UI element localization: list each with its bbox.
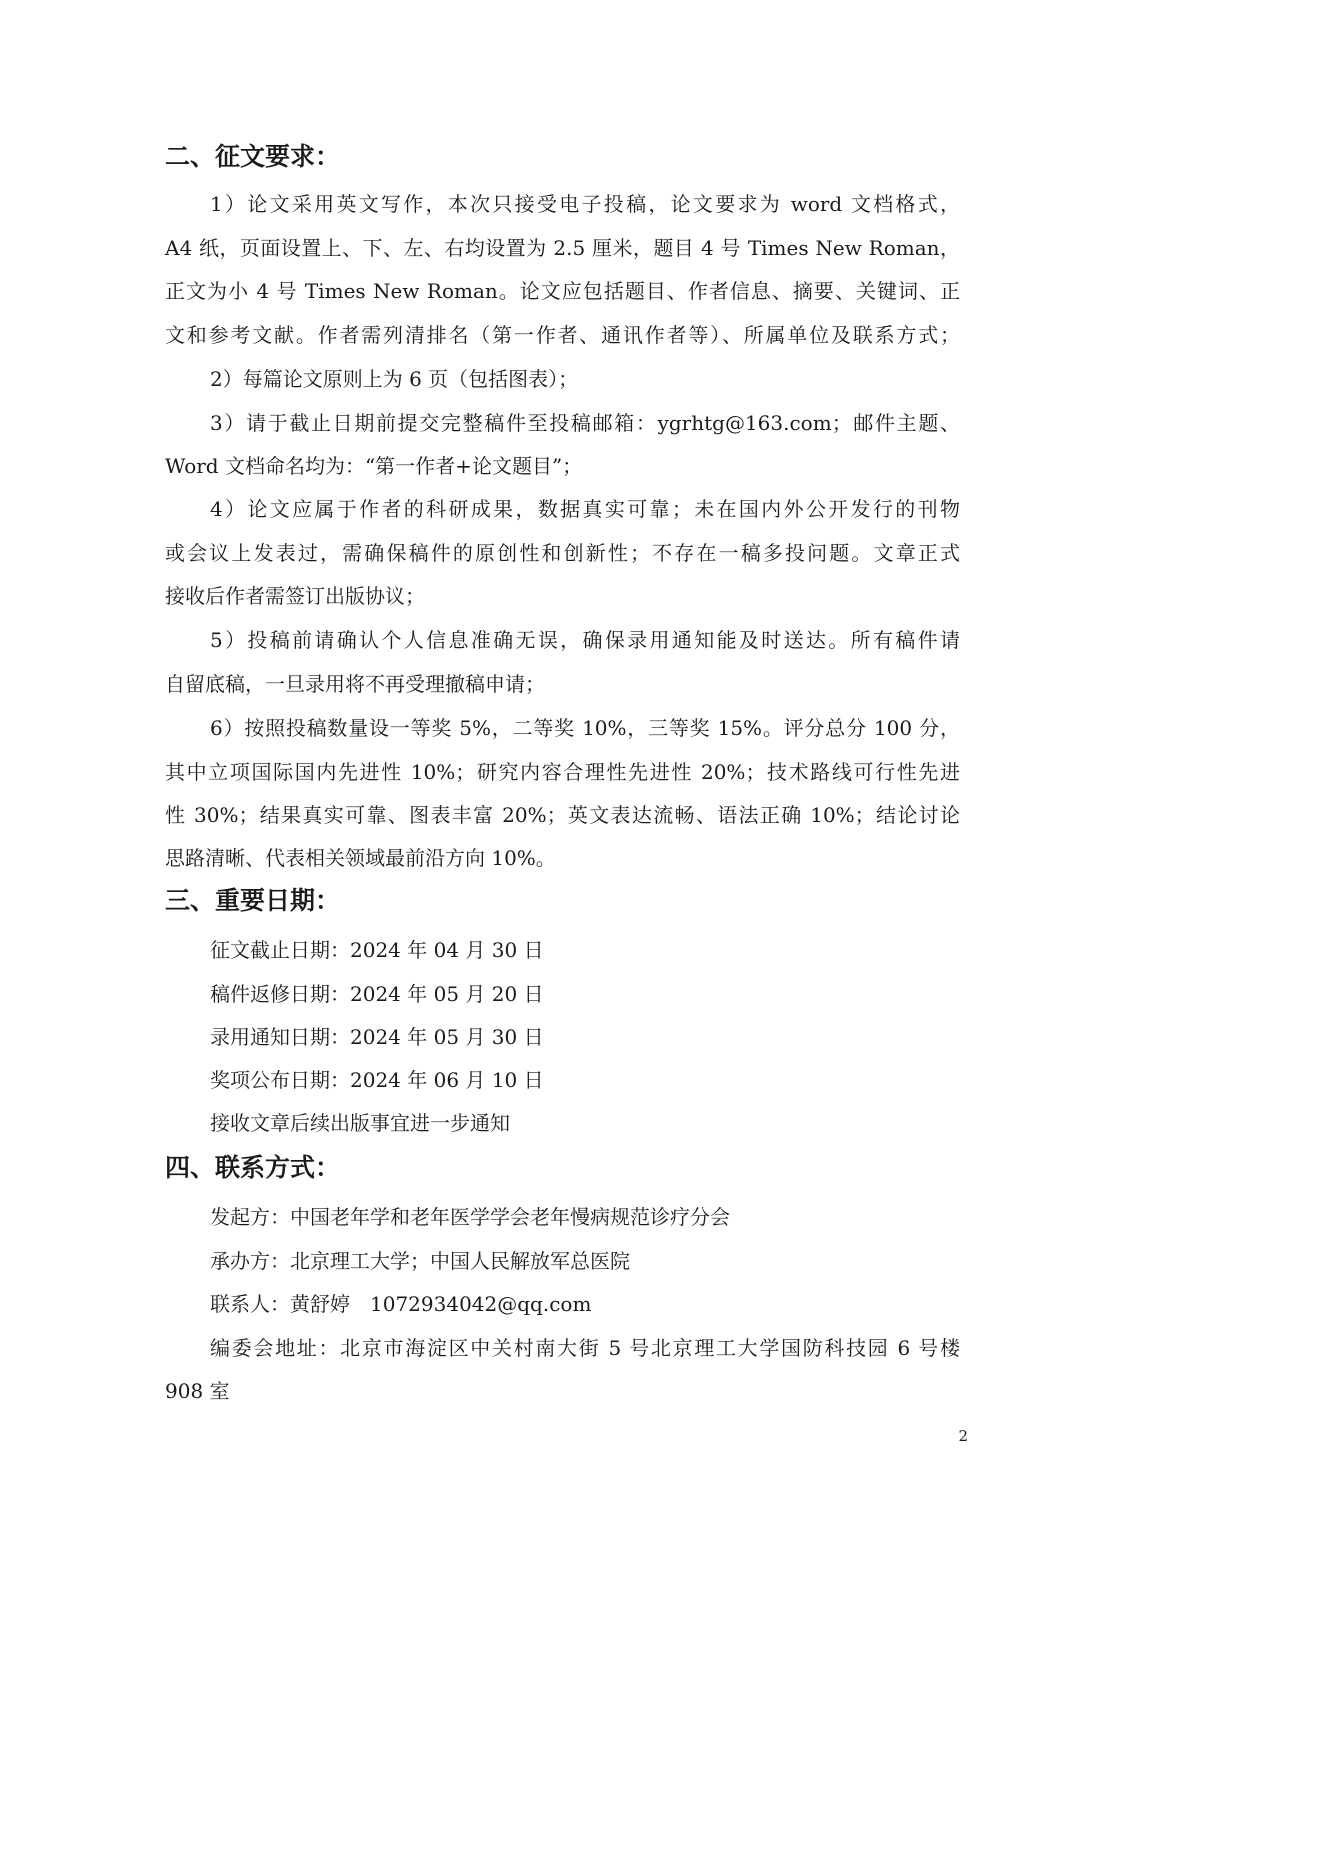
requirements-line: 6）按照投稿数量设一等奖 5%，二等奖 10%，三等奖 15%。评分总分 100 分，	[210, 716, 960, 740]
date-line: 征文截止日期：2024 年 04 月 30 日	[210, 938, 544, 962]
contact-line: 承办方：北京理工大学；中国人民解放军总医院	[210, 1249, 630, 1273]
contact-line: 联系人：黄舒婷 1072934042@qq.com	[210, 1292, 592, 1316]
requirements-line: 5）投稿前请确认个人信息准确无误，确保录用通知能及时送达。所有稿件请	[210, 628, 960, 652]
requirements-line: 自留底稿，一旦录用将不再受理撤稿申请；	[165, 672, 545, 696]
date-line: 奖项公布日期：2024 年 06 月 10 日	[210, 1068, 544, 1092]
contact-line: 908 室	[165, 1379, 230, 1403]
section-heading-contact: 四、联系方式：	[165, 1153, 341, 1182]
requirements-line: 2）每篇论文原则上为 6 页（包括图表）；	[210, 367, 579, 391]
requirements-line: 思路清晰、代表相关领域最前沿方向 10%。	[165, 846, 556, 870]
requirements-line: 4）论文应属于作者的科研成果，数据真实可靠；未在国内外公开发行的刊物	[210, 497, 960, 521]
requirements-line: 性 30%；结果真实可靠、图表丰富 20%；英文表达流畅、语法正确 10%；结论讨论	[165, 803, 960, 827]
requirements-line: 3）请于截止日期前提交完整稿件至投稿邮箱：ygrhtg@163.com；邮件主题、	[210, 411, 960, 435]
requirements-line: Word 文档命名均为：“第一作者+论文题目”；	[165, 454, 583, 478]
contact-line: 编委会地址：北京市海淀区中关村南大街 5 号北京理工大学国防科技园 6 号楼	[210, 1336, 960, 1360]
requirements-line: 或会议上发表过，需确保稿件的原创性和创新性；不存在一稿多投问题。文章正式	[165, 541, 960, 565]
requirements-line: 正文为小 4 号 Times New Roman。论文应包括题目、作者信息、摘要、关键词、正	[165, 279, 960, 303]
date-line: 录用通知日期：2024 年 05 月 30 日	[210, 1025, 544, 1049]
requirements-line: 接收后作者需签订出版协议；	[165, 584, 425, 608]
requirements-line: 文和参考文献。作者需列清排名（第一作者、通讯作者等）、所属单位及联系方式；	[165, 323, 960, 347]
requirements-line: 1）论文采用英文写作，本次只接受电子投稿，论文要求为 word 文档格式，	[210, 192, 960, 216]
page-number: 2	[958, 1427, 968, 1445]
section-heading-requirements: 二、征文要求：	[165, 142, 341, 171]
requirements-line: A4 纸，页面设置上、下、左、右均设置为 2.5 厘米，题目 4 号 Times New Roman，	[165, 236, 960, 260]
date-line: 稿件返修日期：2024 年 05 月 20 日	[210, 982, 544, 1006]
date-line: 接收文章后续出版事宜进一步通知	[210, 1111, 510, 1135]
section-heading-dates: 三、重要日期：	[165, 886, 341, 915]
requirements-line: 其中立项国际国内先进性 10%；研究内容合理性先进性 20%；技术路线可行性先进	[165, 760, 960, 784]
contact-line: 发起方：中国老年学和老年医学学会老年慢病规范诊疗分会	[210, 1205, 730, 1229]
